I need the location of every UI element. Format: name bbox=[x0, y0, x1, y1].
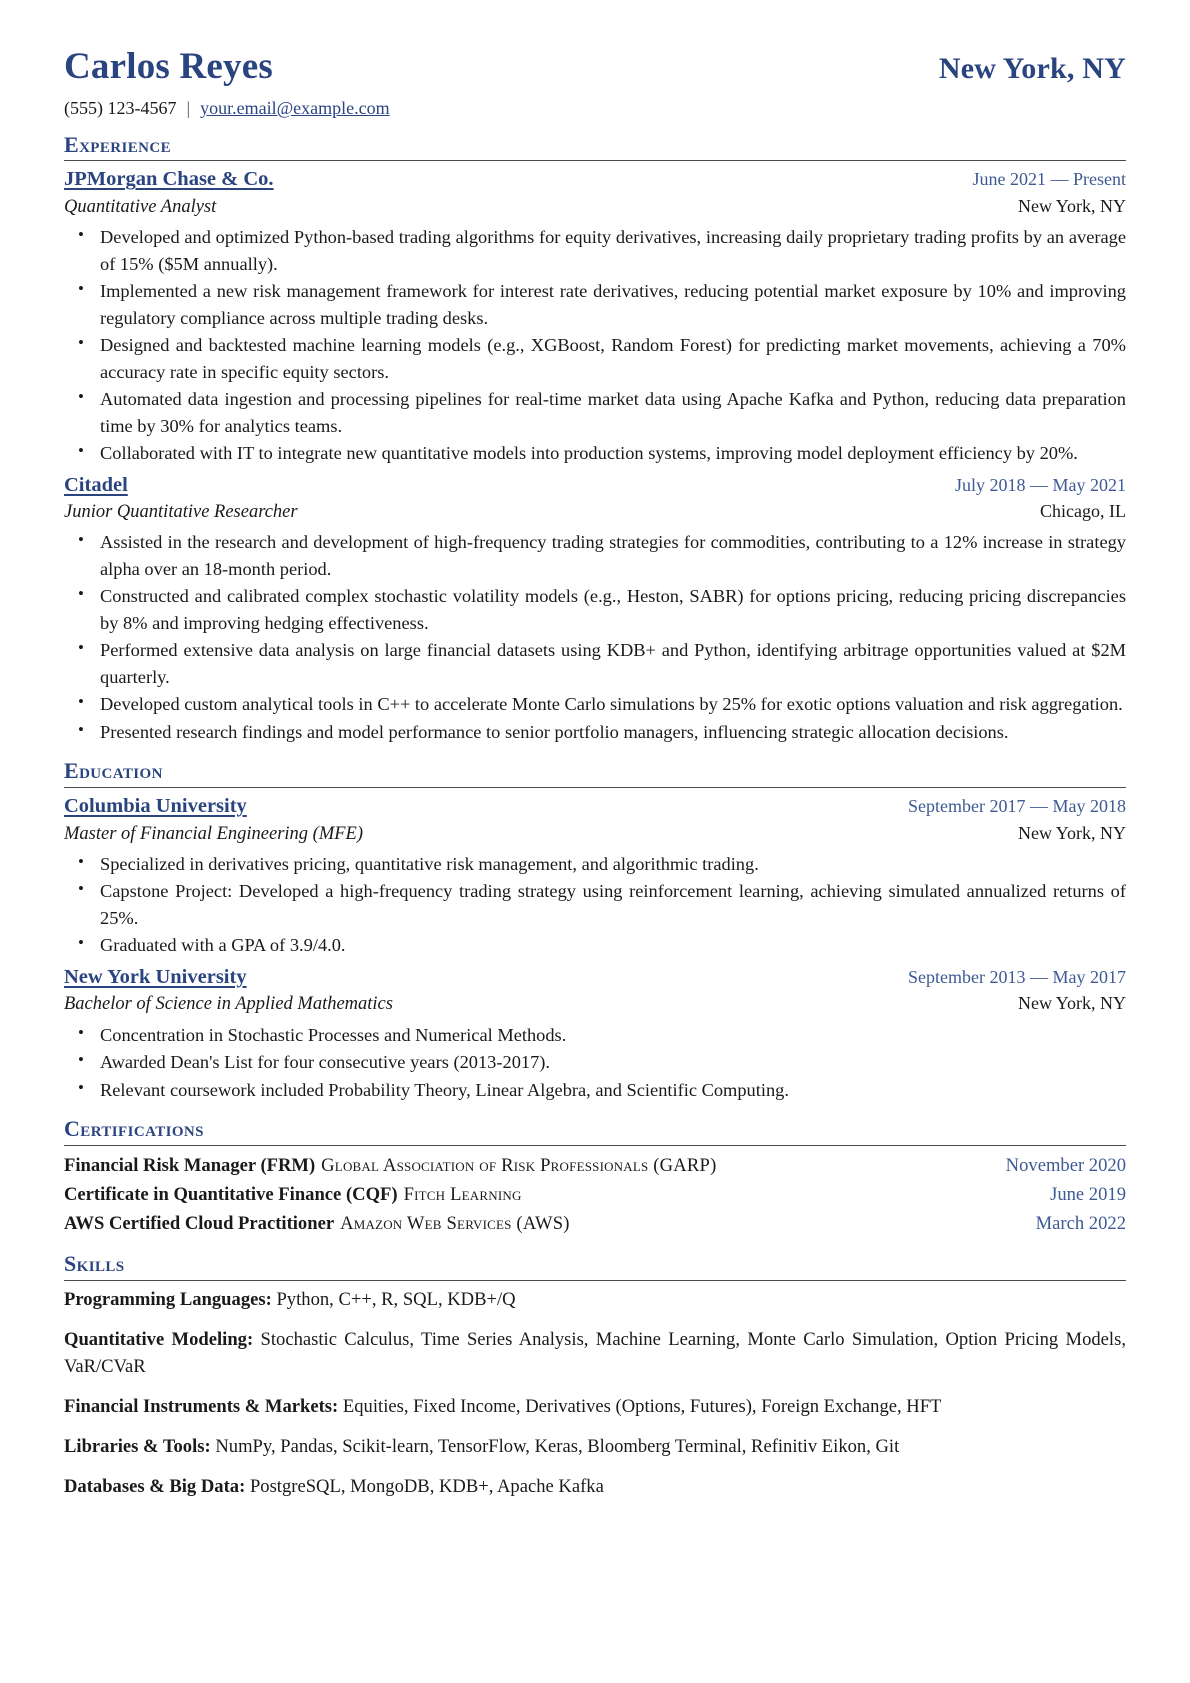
page-title: Carlos Reyes bbox=[64, 46, 273, 87]
certification-row bbox=[64, 1181, 1126, 1209]
certification-date: November 2020 bbox=[1005, 1154, 1126, 1176]
certification-date: June 2019 bbox=[1050, 1183, 1126, 1205]
entry-date: June 2021 — Present bbox=[972, 169, 1126, 190]
certification-left bbox=[64, 1210, 570, 1238]
entry-location: New York, NY bbox=[1017, 822, 1126, 843]
list-item: • Automated data ingestion and processing pipelines for real-time market data using Apache Kafka and Python, reducing data preparation time by 30% for analytics teams. bbox=[98, 386, 1126, 439]
skill-row bbox=[64, 1434, 1126, 1461]
list-item: • Presented research findings and model performance to senior portfolio managers, influencing strategic allocation decisions. bbox=[98, 719, 1126, 746]
job-title: Junior Quantitative Researcher bbox=[64, 502, 298, 523]
list-item: • Capstone Project: Developed a high-frequency trading strategy using reinforcement learning, achieving simulated annualized returns of 25%. bbox=[98, 878, 1126, 931]
entry-location: New York, NY bbox=[1017, 196, 1126, 217]
section-divider bbox=[64, 160, 1126, 161]
contact-separator: | bbox=[186, 97, 191, 118]
entry-subheader-row bbox=[64, 500, 1126, 524]
certification-left bbox=[64, 1152, 716, 1180]
skill-row bbox=[64, 1394, 1126, 1421]
entry-header-row bbox=[64, 965, 1126, 991]
education-bullet-list bbox=[64, 1022, 1126, 1104]
section-divider bbox=[64, 1145, 1126, 1146]
list-item: • Designed and backtested machine learning models (e.g., XGBoost, Random Forest) for predicting market movements, achieving a 70% accuracy rate in specific equity sectors. bbox=[98, 332, 1126, 385]
list-item: • Developed custom analytical tools in C++ to accelerate Monte Carlo simulations by 25% for exotic options valuation and risk aggregation. bbox=[98, 691, 1126, 718]
list-item: • Concentration in Stochastic Processes and Numerical Methods. bbox=[98, 1022, 1126, 1049]
organization-link[interactable]: JPMorgan Chase & Co. bbox=[64, 168, 274, 191]
skill-row bbox=[64, 1327, 1126, 1381]
resume-header bbox=[64, 48, 1126, 87]
list-item: • Relevant coursework included Probability Theory, Linear Algebra, and Scientific Computing. bbox=[98, 1077, 1126, 1104]
skill-category: Financial Instruments & Markets: bbox=[64, 1395, 339, 1417]
header-location: New York, NY bbox=[938, 52, 1126, 85]
certification-issuer: Amazon Web Services (AWS) bbox=[340, 1213, 570, 1235]
experience-bullet-list bbox=[64, 224, 1126, 467]
skill-row bbox=[64, 1474, 1126, 1501]
section-skills bbox=[64, 1252, 1126, 1500]
experience-entry bbox=[64, 167, 1126, 466]
section-title-skills: Skills bbox=[64, 1251, 125, 1277]
entry-date: September 2013 — May 2017 bbox=[908, 966, 1126, 987]
job-title: Quantitative Analyst bbox=[64, 197, 217, 218]
certification-name: AWS Certified Cloud Practitioner bbox=[64, 1213, 335, 1235]
skill-items: Python, C++, R, SQL, KDB+/Q bbox=[276, 1289, 516, 1311]
entry-subheader-row bbox=[64, 195, 1126, 219]
list-item: • Constructed and calibrated complex stochastic volatility models (e.g., Heston, SABR) for options pricing, reducing pricing discrepancies by 8% and improving hedging effectiveness. bbox=[98, 583, 1126, 636]
section-education bbox=[64, 759, 1126, 1103]
certification-left bbox=[64, 1181, 522, 1209]
skill-category: Libraries & Tools: bbox=[64, 1435, 211, 1457]
section-divider bbox=[64, 787, 1126, 788]
section-divider bbox=[64, 1280, 1126, 1281]
skill-items: Stochastic Calculus, Time Series Analysis, Machine Learning, Monte Carlo Simulation, Option Pricing Models, VaR/CVaR bbox=[64, 1329, 1126, 1377]
section-title-education: Education bbox=[64, 758, 163, 784]
list-item: • Specialized in derivatives pricing, quantitative risk management, and algorithmic trading. bbox=[98, 851, 1126, 878]
entry-location: New York, NY bbox=[1017, 993, 1126, 1014]
entry-subheader-row bbox=[64, 992, 1126, 1016]
list-item: • Performed extensive data analysis on large financial datasets using KDB+ and Python, identifying arbitrage opportunities valued at $2M quarterly. bbox=[98, 637, 1126, 690]
entry-header-row bbox=[64, 167, 1126, 193]
section-title-certifications: Certifications bbox=[64, 1116, 204, 1142]
education-entry bbox=[64, 965, 1126, 1103]
section-title-experience: Experience bbox=[64, 131, 172, 157]
entry-location: Chicago, IL bbox=[1040, 501, 1126, 522]
certification-issuer: Fitch Learning bbox=[403, 1183, 522, 1205]
list-item: • Developed and optimized Python-based trading algorithms for equity derivatives, increasing daily proprietary trading profits by an average of 15% ($5M annually). bbox=[98, 224, 1126, 277]
list-item: • Awarded Dean's List for four consecutive years (2013-2017). bbox=[98, 1049, 1126, 1076]
certification-name: Financial Risk Manager (FRM) bbox=[64, 1154, 316, 1176]
list-item: • Implemented a new risk management framework for interest rate derivatives, reducing potential market exposure by 10% and improving regulatory compliance across multiple trading desks. bbox=[98, 278, 1126, 331]
organization-link[interactable]: Citadel bbox=[64, 473, 128, 496]
organization-link[interactable]: Columbia University bbox=[64, 795, 247, 818]
entry-header-row bbox=[64, 794, 1126, 820]
contact-line bbox=[64, 98, 1126, 119]
entry-date: September 2017 — May 2018 bbox=[908, 796, 1126, 817]
skill-row bbox=[64, 1287, 1126, 1314]
skill-category: Databases & Big Data: bbox=[64, 1475, 246, 1497]
skill-items: NumPy, Pandas, Scikit-learn, TensorFlow, Keras, Bloomberg Terminal, Refinitiv Eikon, Git bbox=[215, 1435, 900, 1457]
certification-row bbox=[64, 1152, 1126, 1180]
organization-link[interactable]: New York University bbox=[64, 965, 247, 988]
certification-name: Certificate in Quantitative Finance (CQF) bbox=[64, 1183, 398, 1205]
section-certifications bbox=[64, 1117, 1126, 1238]
entry-header-row bbox=[64, 473, 1126, 499]
skill-category: Programming Languages: bbox=[64, 1289, 272, 1311]
education-bullet-list bbox=[64, 851, 1126, 959]
certification-date: March 2022 bbox=[1035, 1213, 1126, 1235]
skill-category: Quantitative Modeling: bbox=[64, 1329, 254, 1351]
list-item: • Assisted in the research and development of high-frequency trading strategies for commodities, contributing to a 12% increase in strategy alpha over an 18-month period. bbox=[98, 529, 1126, 582]
education-entry bbox=[64, 794, 1126, 959]
experience-bullet-list bbox=[64, 529, 1126, 745]
certification-row bbox=[64, 1210, 1126, 1238]
degree-title: Bachelor of Science in Applied Mathematics bbox=[64, 994, 393, 1015]
list-item: • Collaborated with IT to integrate new quantitative models into production systems, improving model deployment efficiency by 20%. bbox=[98, 440, 1126, 467]
skill-items: PostgreSQL, MongoDB, KDB+, Apache Kafka bbox=[249, 1475, 604, 1497]
entry-subheader-row bbox=[64, 822, 1126, 846]
phone-number: (555) 123-4567 bbox=[64, 97, 177, 118]
certification-issuer: Global Association of Risk Professionals (GARP) bbox=[321, 1154, 717, 1176]
degree-title: Master of Financial Engineering (MFE) bbox=[64, 823, 364, 844]
entry-date: July 2018 — May 2021 bbox=[955, 474, 1126, 495]
section-experience bbox=[64, 133, 1126, 746]
email-link[interactable]: your.email@example.com bbox=[200, 97, 390, 118]
experience-entry bbox=[64, 473, 1126, 746]
skill-items: Equities, Fixed Income, Derivatives (Options, Futures), Foreign Exchange, HFT bbox=[342, 1395, 942, 1417]
list-item: • Graduated with a GPA of 3.9/4.0. bbox=[98, 932, 1126, 959]
